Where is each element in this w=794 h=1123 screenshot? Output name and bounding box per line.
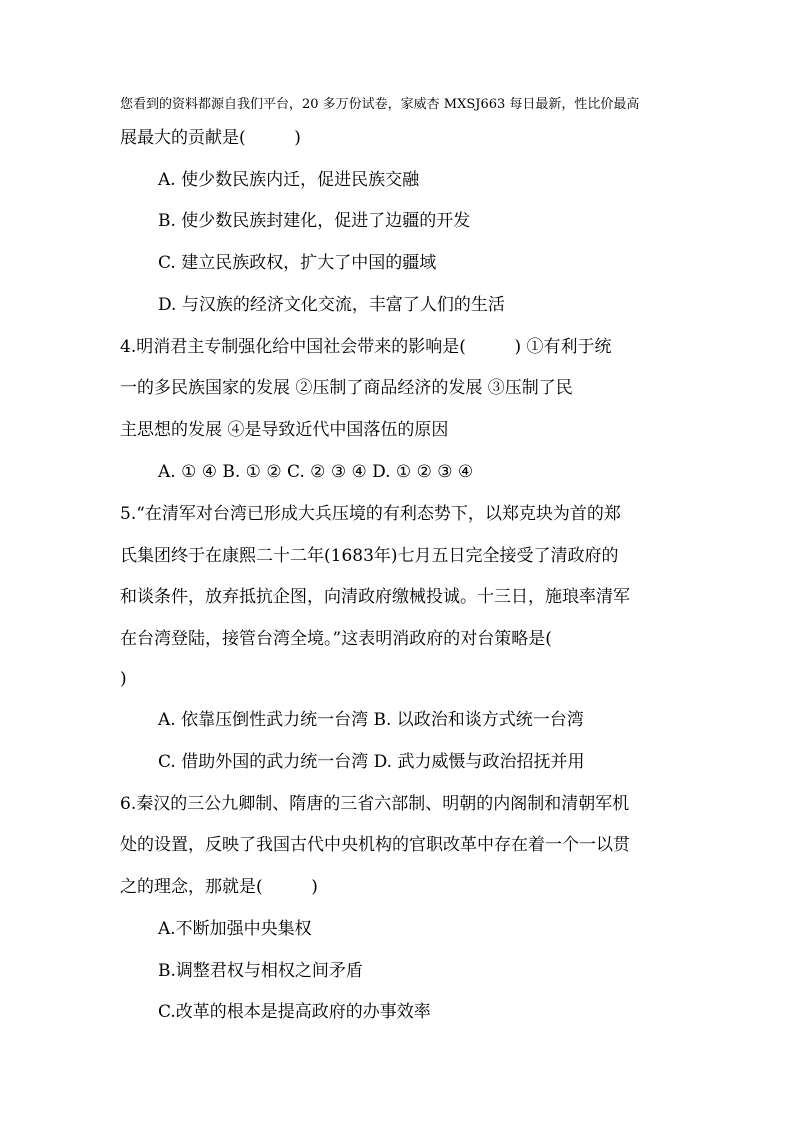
q6-stem-line-3: 之的理念，那就是( ) <box>120 877 318 897</box>
q4-stem-line-2: 一的多民族国家的发展 ②压制了商品经济的发展 ③压制了民 <box>120 378 573 398</box>
q4-stem-line-3: 主思想的发展 ④是导致近代中国落伍的原因 <box>120 420 449 440</box>
q4-stem-line-1: 4.明消君主专制强化给中国社会带来的影响是( ) ①有利于统 <box>120 337 612 357</box>
q5-options-ab: A. 依靠压倒性武力统一台湾 B. 以政治和谈方式统一台湾 <box>158 710 584 730</box>
q3-option-c: C. 建立民族政权，扩大了中国的疆域 <box>158 253 437 273</box>
q5-stem-line-3: 和谈条件，放弃抵抗企图，向清政府缴械投诚。十三日，施琅率清军 <box>120 587 630 607</box>
q5-stem-line-1: 5.“在清军对台湾已形成大兵压境的有利态势下，以郑克块为首的郑 <box>120 504 621 524</box>
q3-option-b: B. 使少数民族封建化，促进了边疆的开发 <box>158 211 471 231</box>
q5-stem-line-2: 氏集团终于在康熙二十二年(1683年)七月五日完全接受了清政府的 <box>120 546 619 566</box>
header-notice: 您看到的资料都源自我们平台，20 多万份试卷，家威杏 MXSJ663 每日最新，性比价最高 <box>120 97 640 112</box>
q5-stem-line-4: 在台湾登陆，接管台湾全境。”这表明消政府的对台策略是( <box>120 629 552 649</box>
q3-option-d: D. 与汉族的经济文化交流，丰富了人们的生活 <box>158 295 505 315</box>
q6-stem-line-2: 处的设置，反映了我国古代中央机构的官职改革中存在着一个一以贯 <box>120 835 630 855</box>
q6-option-c: C.改革的根本是提高政府的办事效率 <box>158 1002 431 1022</box>
q6-option-a: A.不断加强中央集权 <box>158 919 312 939</box>
q5-stem-line-5: ) <box>120 669 127 689</box>
q4-options: A. ① ④ B. ① ② C. ② ③ ④ D. ① ② ③ ④ <box>158 462 474 482</box>
q6-option-b: B.调整君权与相权之间矛盾 <box>158 961 363 981</box>
q3-stem-tail: 展最大的贡献是( ) <box>120 128 301 148</box>
q3-option-a: A. 使少数民族内迁，促进民族交融 <box>158 170 420 190</box>
q5-options-cd: C. 借助外国的武力统一台湾 D. 武力威慑与政治招抚并用 <box>158 752 585 772</box>
q6-stem-line-1: 6.秦汉的三公九卿制、隋唐的三省六部制、明朝的内阁制和清朝军机 <box>120 794 630 814</box>
